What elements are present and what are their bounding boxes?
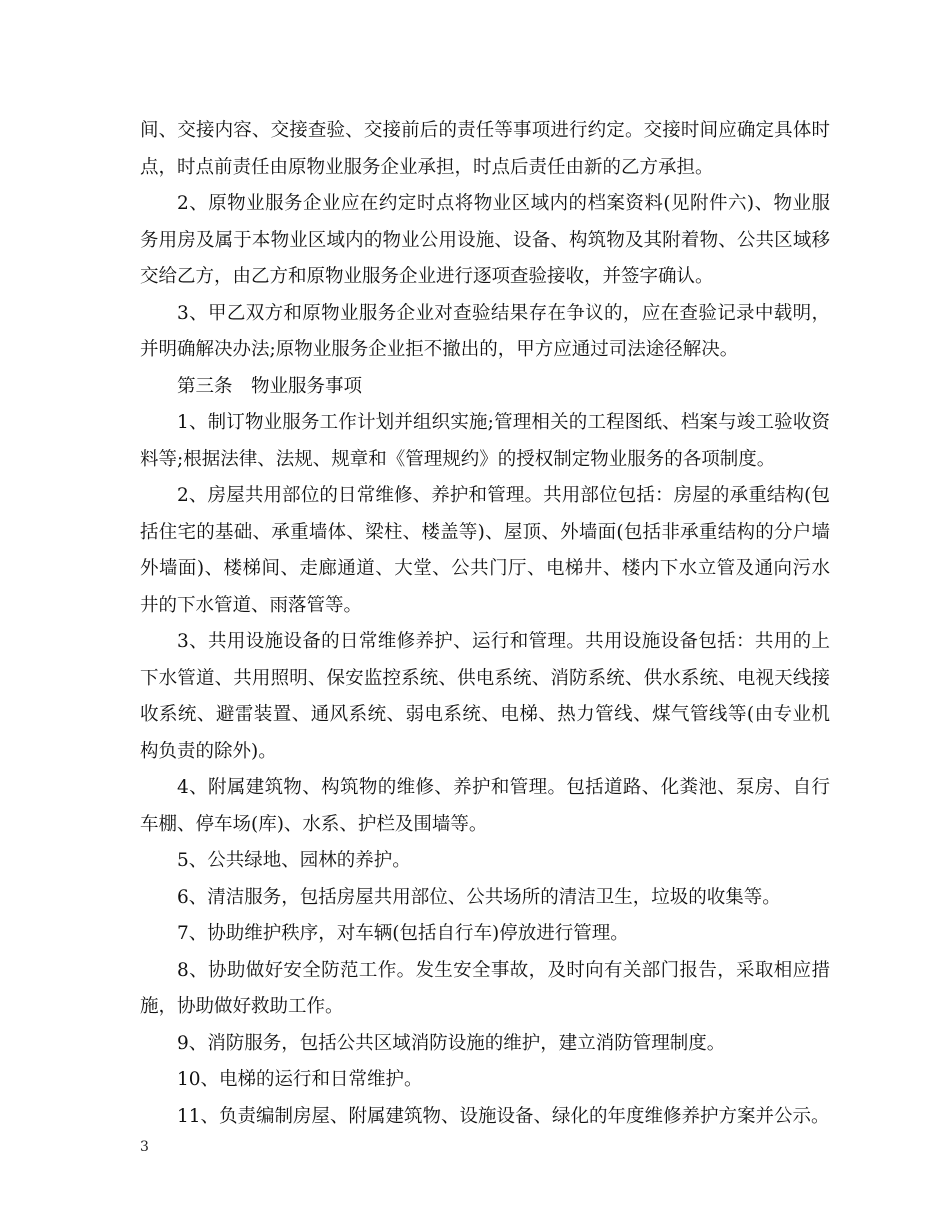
- paragraph-inspection-dispute: 3、甲乙双方和原物业服务企业对查验结果存在争议的，应在查验记录中载明，并明确解决办法;原物业服务企业拒不撤出的，甲方应通过司法途径解决。: [140, 302, 830, 360]
- page-number: 3: [140, 1139, 149, 1155]
- service-item-4: 4、附属建筑物、构筑物的维修、养护和管理。包括道路、化粪池、泵房、自行车棚、停车场(库)、水系、护栏及围墙等。: [140, 777, 830, 835]
- service-item-5: 5、公共绿地、园林的养护。: [177, 850, 411, 871]
- service-item-9: 9、消防服务，包括公共区域消防设施的维护，建立消防管理制度。: [177, 1032, 726, 1054]
- paragraph-continuation: 间、交接内容、交接查验、交接前后的责任等事项进行约定。交接时间应确定具体时点，时点前责任由原物业服务企业承担，时点后责任由新的乙方承担。: [140, 120, 830, 178]
- article-heading-services: 第三条 物业服务事项: [177, 375, 363, 397]
- service-item-6: 6、清洁服务，包括房屋共用部位、公共场所的清洁卫生，垃圾的收集等。: [177, 886, 781, 908]
- service-item-11: 11、负责编制房屋、附属建筑物、设施设备、绿化的年度维修养护方案并公示。: [177, 1105, 830, 1127]
- service-item-10: 10、电梯的运行和日常维护。: [177, 1069, 423, 1090]
- paragraph-handover-archives: 2、原物业服务企业应在约定时点将物业区域内的档案资料(见附件六)、物业服务用房及属于本物业区域内的物业公用设施、设备、构筑物及其附着物、公共区域移交给乙方，由乙方和原物业服务企业进行逐项查验接收，并签字确认。: [140, 193, 830, 287]
- service-item-3: 3、共用设施设备的日常维修养护、运行和管理。共用设施设备包括：共用的上下水管道、共用照明、保安监控系统、供电系统、消防系统、供水系统、电视天线接收系统、避雷装置、通风系统、弱电系统、电梯、热力管线、煤气管线等(由专业机构负责的除外)。: [140, 631, 830, 762]
- service-item-1: 1、制订物业服务工作计划并组织实施;管理相关的工程图纸、档案与竣工验收资料等;根据法律、法规、规章和《管理规约》的授权制定物业服务的各项制度。: [140, 412, 830, 470]
- document-body: [140, 113, 830, 1135]
- service-item-7: 7、协助维护秩序，对车辆(包括自行车)停放进行管理。: [177, 923, 629, 944]
- service-item-2: 2、房屋共用部位的日常维修、养护和管理。共用部位包括：房屋的承重结构(包括住宅的基础、承重墙体、梁柱、楼盖等)、屋顶、外墙面(包括非承重结构的分户墙外墙面)、楼梯间、走廊通道、大堂、公共门厅、电梯井、楼内下水立管及通向污水井的下水管道、雨落管等。: [140, 485, 830, 616]
- service-item-8: 8、协助做好安全防范工作。发生安全事故，及时向有关部门报告，采取相应措施，协助做好救助工作。: [140, 959, 830, 1017]
